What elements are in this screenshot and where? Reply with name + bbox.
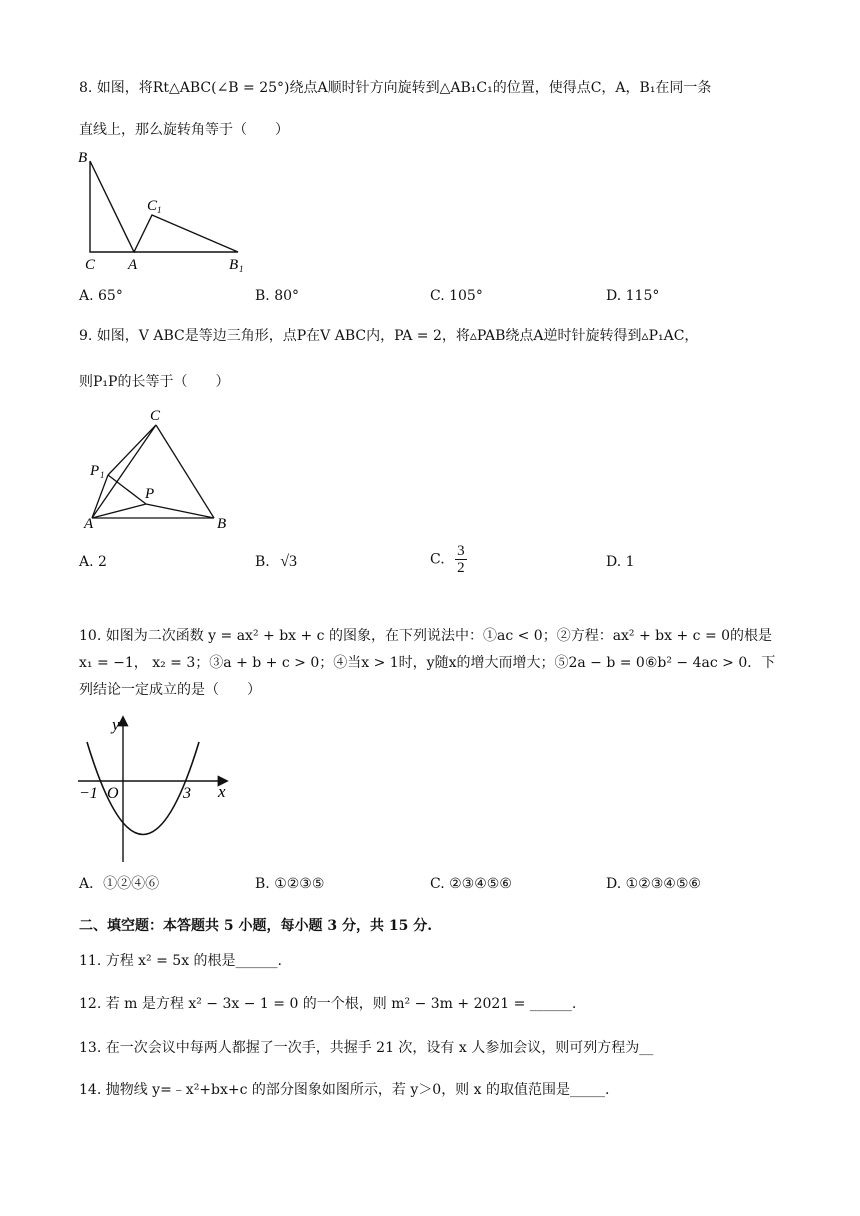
q9-stem-line2: 则P₁P的长等于（ ） <box>79 374 230 390</box>
q10-option-c: C. ②③④⑤⑥ <box>430 876 512 892</box>
q8-label-b1: B <box>229 257 239 273</box>
q9-option-c <box>430 543 467 576</box>
q10-graph <box>76 712 246 867</box>
q9-option-b <box>255 552 297 572</box>
q8-stem-line2: 直线上，那么旋转角等于（ ） <box>79 122 289 138</box>
q8-figure <box>74 148 254 273</box>
q8-label-a: A <box>128 257 138 273</box>
q10-label-3: 3 <box>183 785 191 802</box>
q9-figure <box>82 405 242 533</box>
q8-label-b: B <box>78 150 88 166</box>
q9-label-p: P <box>145 486 155 502</box>
q9-label-b: B <box>217 516 227 532</box>
q9-label-p1-sub: 1 <box>100 470 105 480</box>
q9-label-p1: P <box>90 463 100 479</box>
q12: 12. 若 m 是方程 x² − 3x − 1 = 0 的一个根，则 m² − 3m + 2021 = ______. <box>79 996 577 1012</box>
q10-option-a: A．①②④⑥ <box>79 876 160 892</box>
q8-option-d: D. 115° <box>606 288 660 304</box>
q8-stem-line1: 8. 如图，将Rt△ABC(∠B = 25°)绕点A顺时针方向旋转到△AB₁C₁的位置，使得点C，A，B₁在同一条 <box>79 80 712 96</box>
q9-option-d: D. 1 <box>606 554 635 570</box>
q10-stem-line3: 列结论一定成立的是（ ） <box>79 682 261 698</box>
q9-option-c-fraction <box>455 543 467 576</box>
q10-stem-line1: 10. 如图为二次函数 y = ax² + bx + c 的图象，在下列说法中：①ac < 0；②方程：ax² + bx + c = 0的根是 <box>79 628 773 644</box>
q8-triangle-ab1c1 <box>134 215 238 252</box>
q10-option-b: B. ①②③⑤ <box>255 876 325 892</box>
q10-label-o: O <box>107 785 119 802</box>
q8-option-a: A. 65° <box>79 288 123 304</box>
q8-option-b: B. 80° <box>255 288 300 304</box>
q10-label-y: y <box>112 715 120 734</box>
q11: 11. 方程 x² = 5x 的根是______. <box>79 953 283 969</box>
q8-option-c: C. 105° <box>430 288 483 304</box>
q10-option-d: D. ①②③④⑤⑥ <box>606 876 701 892</box>
q8-label-c: C <box>85 257 96 273</box>
section-2-heading: 二、填空题：本答题共 5 小题，每小题 3 分，共 15 分. <box>79 918 433 934</box>
q9-option-a: A. 2 <box>79 554 107 570</box>
q9-option-c-label: C. <box>430 551 445 568</box>
q13: 13. 在一次会议中每两人都握了一次手，共握手 21 次，设有 x 人参加会议，则可列方程为__ <box>79 1040 654 1056</box>
q10-stem-line2: x₁ = −1， x₂ = 3；③a + b + c > 0；④当x > 1时，y随x的增大而增大；⑤2a − b = 0⑥b² − 4ac > 0．下 <box>79 655 776 671</box>
q8-label-b1-sub: 1 <box>239 264 244 273</box>
q10-label-neg1: −1 <box>79 785 98 802</box>
q9-option-b-value: √3 <box>280 553 297 570</box>
q8-triangle-abc <box>90 161 134 252</box>
q9-option-c-denominator: 2 <box>457 560 465 576</box>
q9-label-c: C <box>150 408 161 424</box>
q9-option-b-label: B. <box>255 554 270 570</box>
q8-label-c1-sub: 1 <box>157 205 162 215</box>
q8-label-c1: C <box>147 198 158 214</box>
q14: 14. 抛物线 y=﹣x²+bx+c 的部分图象如图所示，若 y＞0，则 x 的取值范围是_____. <box>79 1082 610 1098</box>
q9-option-c-numerator: 3 <box>457 543 465 559</box>
q9-stem-line1: 9. 如图，V ABC是等边三角形，点P在V ABC内，PA = 2，将▵PAB绕点A逆时针旋转得到▵P₁AC， <box>79 328 699 344</box>
q9-label-a: A <box>84 516 94 532</box>
q10-label-x: x <box>218 782 226 801</box>
